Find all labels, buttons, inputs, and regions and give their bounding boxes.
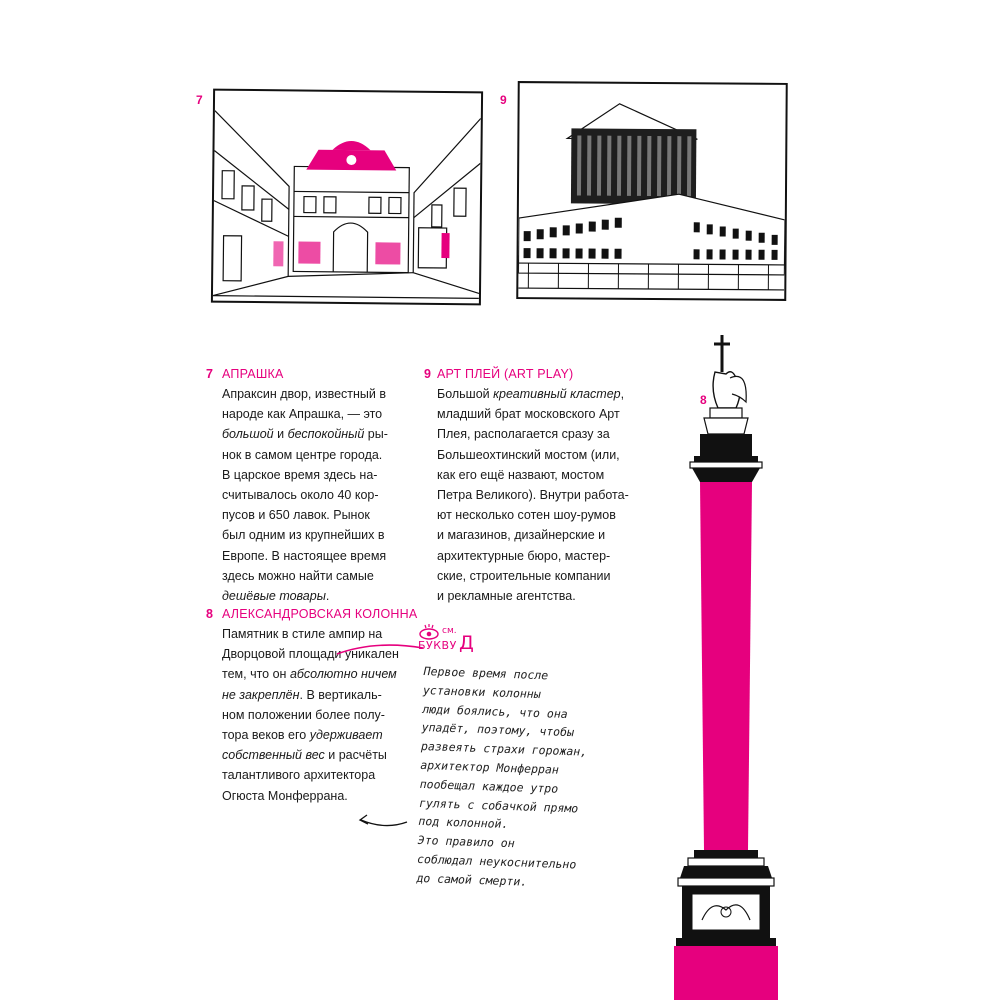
illustration-number-9: 9 [500, 93, 507, 107]
text-line: Огюста Монферрана. [222, 788, 348, 803]
alexander-column-illustration [660, 330, 800, 1000]
handwritten-line: упадёт, поэтому, чтобы [421, 720, 575, 740]
handwritten-line: соблюдал неукоснительно [416, 851, 577, 872]
pink-pointer-stroke [335, 640, 425, 660]
text-line: Памятник в стиле ампир на [222, 627, 383, 641]
text-italic: удерживает [309, 728, 383, 743]
text-line: архитектурные бюро, мастер- [437, 548, 611, 563]
text-line: талантливого архитектора [222, 768, 376, 783]
artplay-illustration [516, 81, 788, 301]
eye-icon [418, 624, 440, 640]
see-letter-note [418, 624, 488, 660]
text-line: ют несколько сотен шоу-румов [437, 508, 616, 523]
text-line: Большеохтинский мостом (или, [437, 447, 620, 462]
handwritten-line: Первое время после [423, 663, 549, 683]
handwritten-note [416, 662, 590, 893]
handwritten-line: люди боялись, что она [422, 701, 568, 721]
handwritten-line: до самой смерти. [416, 870, 528, 889]
text-line: Дворцовой площади уникален [222, 647, 399, 662]
text-italic: большой [222, 427, 274, 442]
text-line: Петра Великого). Внутри работа- [437, 488, 629, 503]
text-line: Европе. В настоящее время [222, 548, 387, 563]
text-line: В царское время здесь на- [222, 467, 378, 482]
entry-title-apraksin: АПРАШКА [222, 367, 284, 381]
entry-number-column: 8 [206, 607, 213, 621]
curved-arrow-icon [355, 808, 410, 832]
text-line [222, 745, 399, 765]
text-run: ры- [364, 427, 388, 442]
text-italic: не закреплён [222, 687, 300, 702]
text-run: тем, что он [222, 667, 290, 682]
text-run: и [273, 427, 288, 442]
text-line [222, 424, 388, 444]
text-line: и рекламные агентства. [437, 589, 576, 604]
text-run: тора веков его [222, 728, 310, 743]
text-line: народе как Апрашка, — это [222, 407, 383, 422]
text-line [222, 685, 399, 705]
text-run: , [620, 387, 625, 401]
entry-number-artplay: 9 [424, 367, 431, 381]
handwritten-line: архитектор Монферран [420, 757, 560, 777]
illustration-number-8: 8 [700, 393, 707, 407]
text-line: как его ещё назвают, мостом [437, 467, 605, 482]
text-italic: дешёвые товары [222, 589, 326, 604]
text-run: . В вертикаль- [299, 687, 382, 702]
see-word: БУКВУ [418, 639, 457, 652]
handwritten-line: установки колонны [422, 682, 541, 701]
text-line: ские, строительные компании [437, 568, 611, 583]
text-line: считывалось около 40 кор- [222, 488, 379, 503]
text-line: здесь можно найти самые [222, 568, 374, 583]
entry-body-artplay [437, 384, 629, 606]
text-line: ном положении более полу- [222, 707, 385, 722]
text-run: Большой [437, 387, 494, 401]
illustration-number-7: 7 [196, 93, 203, 107]
text-line: нок в самом центре города. [222, 447, 383, 462]
text-line: и магазинов, дизайнерские и [437, 528, 606, 543]
handwritten-line: Это правило он [417, 833, 515, 851]
text-run: и расчёты [324, 748, 387, 763]
text-italic: собственный вес [222, 748, 325, 763]
see-letter: Д [459, 632, 474, 654]
entry-title-column: АЛЕКСАНДРОВСКАЯ КОЛОННА [222, 607, 418, 621]
entry-number-apraksin: 7 [206, 367, 213, 381]
text-run: . [325, 589, 330, 604]
text-line [222, 725, 399, 745]
text-line: Апраксин двор, известный в [222, 387, 386, 401]
text-line [437, 384, 629, 404]
text-line: Плея, располагается сразу за [437, 427, 610, 442]
see-prefix: см. [442, 626, 457, 636]
handwritten-line: пообещал каждое утро [419, 776, 559, 796]
text-italic: беспокойный [287, 427, 365, 442]
text-italic: абсолютно ничем [289, 667, 397, 682]
entry-title-artplay: АРТ ПЛЕЙ (ART PLAY) [437, 367, 574, 381]
text-line: был одним из крупнейших в [222, 528, 385, 543]
handwritten-line: развеять страхи горожан, [420, 739, 588, 759]
entry-body-apraksin [222, 384, 388, 606]
handwritten-line: под колонной. [418, 814, 509, 832]
text-line: младший брат московского Арт [437, 407, 620, 422]
text-line [222, 586, 388, 606]
handwritten-line: гулять с собачкой прямо [418, 795, 579, 816]
apraksin-illustration [211, 89, 483, 306]
text-line [222, 664, 399, 684]
text-line: пусов и 650 лавок. Рынок [222, 508, 370, 523]
text-italic: креативный кластер [493, 387, 621, 401]
